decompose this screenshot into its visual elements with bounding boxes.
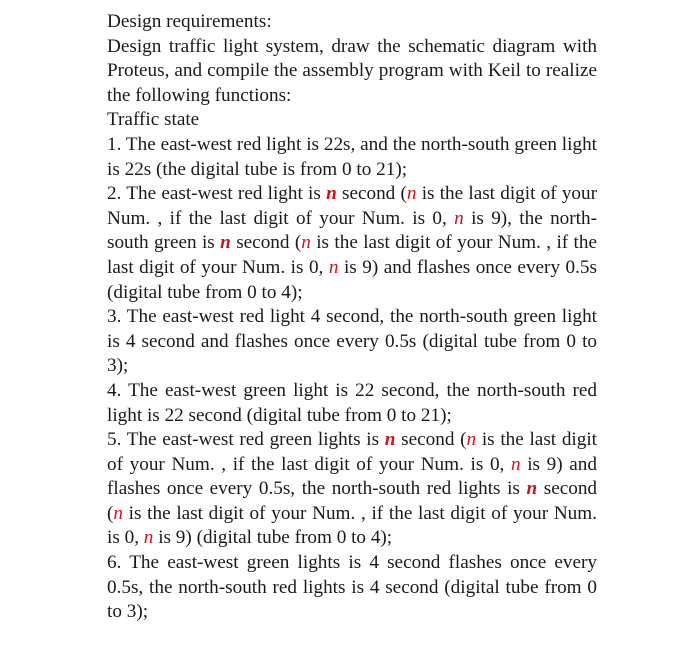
item-text: second (	[395, 429, 467, 451]
variable-n: n	[510, 453, 521, 475]
item-text: second (	[230, 232, 302, 254]
requirement-item-1: 1. The east-west red light is 22s, and the north-south green light is 22s (the digital tube is from 0 to 21);	[107, 133, 597, 180]
requirement-item-5	[107, 428, 597, 551]
item-text: is 9), the north-south green is	[107, 207, 597, 254]
variable-n: n	[406, 183, 417, 205]
variable-n: n	[220, 232, 231, 254]
item-text: is 9) and flashes once every 0.5s, the north-south red lights is	[107, 453, 597, 500]
variable-n: n	[454, 207, 464, 229]
item-text: is the last digit of your Num. , if the last digit of your Num. is 0,	[107, 429, 598, 475]
item-text: 2. The east-west red light is	[107, 183, 327, 205]
item-text: 5. The east-west red green lights is	[107, 429, 385, 451]
item-text: is the last digit of your Num. , if the last digit of your Num. is 0,	[107, 502, 597, 549]
item-text: is 9) (digital tube from 0 to 4);	[153, 527, 393, 549]
subheading: Traffic state	[107, 109, 200, 131]
variable-n: n	[301, 232, 311, 254]
requirement-item-2	[107, 182, 597, 305]
requirement-item-4: 4. The east-west green light is 22 second, the north-south red light is 22 second (digital tube from 0 to 21);	[107, 379, 597, 426]
intro-paragraph: Design traffic light system, draw the schematic diagram with Proteus, and compile the assembly program with Keil to realize the following functions:	[107, 35, 597, 106]
requirement-item-3: 3. The east-west red light 4 second, the north-south green light is 4 second and flashes once every 0.5s (digital tube from 0 to 3);	[107, 306, 597, 377]
variable-n: n	[526, 478, 538, 500]
item-text: is 9) and flashes once every 0.5s (digital tube from 0 to 4);	[107, 256, 597, 303]
document-body	[107, 10, 597, 625]
variable-n: n	[384, 429, 396, 451]
item-text: second (	[107, 478, 598, 524]
item-text: second (	[336, 183, 407, 205]
item-text: is the last digit of your Num. , if the last digit of your Num. is 0,	[107, 183, 598, 229]
variable-n: n	[328, 256, 339, 278]
requirement-item-6: 6. The east-west green lights is 4 second flashes once every 0.5s, the north-south red lights is 4 second (digital tube from 0 to 3);	[107, 552, 597, 623]
heading: Design requirements:	[107, 11, 272, 32]
item-text: is the last digit of your Num. , if the last digit of your Num. is 0,	[107, 232, 597, 278]
variable-n: n	[143, 527, 154, 549]
variable-n: n	[113, 502, 123, 524]
variable-n: n	[466, 429, 477, 451]
variable-n: n	[326, 183, 337, 205]
